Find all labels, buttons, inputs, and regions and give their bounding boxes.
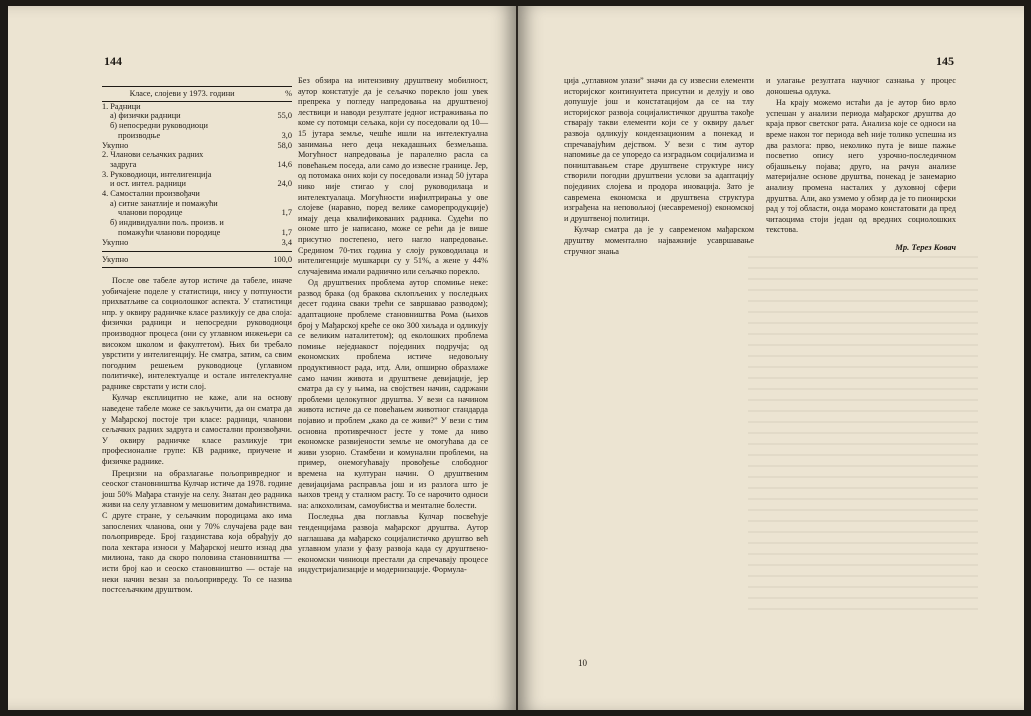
table-row: [102, 150, 292, 160]
author-signature: Мр. Терез Ковач: [895, 241, 956, 252]
left-column-1: [102, 86, 292, 596]
table-total-value: 100,0: [262, 252, 292, 268]
paragraph: После ове табеле аутор истиче да табеле, иначе уобичајене поделе у статистици, нису у потпуности прихватљиве са социолошког аспекта. У статистици нпр. у оквиру радничке класе разликују се два слоја: физички радници и непосредни руководиоци производног процеса (они су углавном инжењери са високом школом и факултетом). Њих би требало уврстити у интелигенцију. Не сматра, затим, са свим погодним решењем руководиоце (углавном политичке), интелектуалце и остале интелектуалне раднике сврстати у исти слој.: [102, 275, 292, 391]
table-unit: %: [262, 87, 292, 102]
table-row-label: б) непосредни руководиоци: [110, 121, 208, 131]
table-row: [102, 228, 292, 238]
table-row-label: чланови породице: [118, 208, 183, 218]
table-row: [102, 131, 292, 141]
table-row-label: а) ситне занатлије и помажући: [110, 198, 218, 208]
table-row-value: 1,7: [281, 227, 292, 237]
left-column-2-text: [298, 76, 488, 576]
table-row: [102, 160, 292, 170]
paragraph: Последња два поглавља Кулчар посвећује тенденцијама развоја мађарског друштва. Аутор наглашава да мађарско социјалистичко друштво већ углавном улази у фазу развоја када су друштвено-економски чиниоци престали да спречавају процесе индустријализације и модернизације. Формула-: [298, 512, 488, 575]
right-page: [518, 6, 1024, 710]
table-row-value: 1,7: [281, 208, 292, 218]
table-header-row: [102, 87, 292, 102]
table-row: [102, 111, 292, 121]
table-row: [102, 199, 292, 209]
table-row-value: [262, 218, 292, 228]
table-row-label: Укупно: [102, 140, 129, 150]
paragraph: Без обзира на интензивну друштвену мобилност, аутор констатује да је сељачко порекло још увек препрека у погледу напредовања на друштвеној лествици и наводи резултате једног истраживања по коме су потомци сељака, који су поседовали од 10—15 јутара земље, чешће ишли на интелектуална занимања него деца некадашњих безмељаша. Могућност напредовања је паралелно расла са повећањем поседа, али само до извесне границе. Јер, од потомака оних који су поседовали изнад 50 јутара нико није стигао у слој руководилаца и интелектуалаца. Могућности инфилтрирања у ове слојеве (наравно, поред велике саморепродукције) имају деца квалификованих радника. Судећи по ономе што је написано, може се рећи да је више присутно постепено, него нагло напредовање. Средином 70-тих година у слоју руководилаца и интелигенције мушкарци су у 51%, а жене у 44% случајевима имали раднично или сељачко порекло.: [298, 76, 488, 276]
table-row: [102, 179, 292, 189]
table-row: [102, 141, 292, 151]
table-row-label: а) физички радници: [110, 111, 181, 121]
table-row-label: 3. Руководиоци, интелигенција: [102, 169, 212, 179]
page-number: 144: [104, 54, 122, 68]
table-total-row: [102, 252, 292, 268]
table-row: [102, 218, 292, 228]
table-row-value: [262, 199, 292, 209]
table-row-label: помажући чланови породице: [118, 227, 221, 237]
table-total-label: Укупно: [102, 252, 262, 268]
table-row-value: [262, 170, 292, 180]
folio-number: 10: [578, 658, 587, 668]
right-column-2-text: [766, 76, 956, 236]
left-column-2: [298, 76, 488, 576]
table-row-value: [262, 150, 292, 160]
paragraph: Кулчар експлицитно не каже, али на основу наведене табеле може се закључити, да он сматра да у Мађарској постоје три класе: радници, чланови сељачких радних задруга и самостални произвођачи. У оквиру радничке класе разликује три професионалне групе: КВ раднике, приучене и физичке раднике.: [102, 393, 292, 467]
paragraph: Кулчар сматра да је у савременом мађарском друштву моментално најважније усавршавање стручног знања: [564, 225, 754, 256]
table-row-value: 58,0: [277, 140, 292, 150]
paragraph: Од друштвених проблема аутор спомиње неке: развод брака (од бракова склопљених у последњих десет година сваки трећи се завршавао разводом); адаптационе проблеме становништва Рома (њихов број у Мађарској креће се око 300 хиљада и одликују се великим наталитетом); од еколошких проблема помиње неједнакост појединих подручја; од економских проблема истиче недовољну продуктивност рада, итд. Али, опширно образлаже само начин живота и друштвене девијације, јер сматра да су у њима, на својствен начин, садржани проблеми целокупног друштва. У вези са начином живота истиче да се повећањем животног стандарда појавио и проблем „како да се живи?” У вези с тим основна противречност јесте у томе да ниво економске развијености земље не омогућава да се живи узорно. Стамбени и комунални проблеми, на пример, онемогућавају провођење слободног времена на културан начин. О друштвеним девијацијама расправља још и из разлога што је њихов тренд у сталном расту. То се нарочито односи на: алкохолизам, самоубиства и менталне болести.: [298, 278, 488, 510]
table-row-value: [262, 121, 292, 131]
page-number: 145: [936, 54, 954, 68]
table-row: [102, 170, 292, 180]
table-row: [102, 101, 292, 111]
table-row-label: Укупно: [102, 237, 129, 247]
paragraph: и улагање резултата научног сазнања у процес доношења одлука.: [766, 76, 956, 96]
show-through-print: [748, 256, 978, 616]
table-row-value: 14,6: [277, 159, 292, 169]
paragraph: На крају можемо истаћи да је аутор био врло успешан у анализи периода мађарског друштва до краја првог светског рата. Анализа које се односи на време након тог периода већ није толико успешна из два разлога: прво, неколико пута је више пажње посветио опису него узрочно-последичном објашњењу појава; друго, на рачун анализе материјалне основе друштва, понекад је занемарио анализу промена насталих у духовној сфери друштва. Али, ако узмемо у обзир да је то пионирски рад у тој области, онда морамо констатовати да пред читаоцима стоји један од вредних социолошких текстова.: [766, 98, 956, 235]
table-row-label: 2. Чланови сељачких радних: [102, 150, 204, 160]
paragraph: Прецизни на образлагање пољопривредног и сеоског становништва Кулчар истиче да 1978. године још 50% Мађара станује на селу. Знатан део радника живи на селу углавном у мешовитим домаћинствима. С друге стране, у сељачким породицама ако има запослених чланова, они у 70% случајева раде ван пољопривреде. Број газдинстава која обрађују до пола хектара износи у Мађарској нешто изнад два милиона, тако да скоро половина становништва — исти број као и сеоско становништво — остаје на неки начин везан за пољопривреду. То се назива постсељачким друштвом.: [102, 468, 292, 595]
table-row-label: 1. Радници: [102, 101, 141, 111]
right-column-2: [766, 76, 956, 253]
table-row-label: и ост. интел. радници: [110, 179, 186, 189]
table-row-value: 3,0: [281, 130, 292, 140]
table-row-value: 24,0: [277, 179, 292, 189]
table-row-label: 4. Самостални произвођачи: [102, 189, 200, 199]
table-row: [102, 189, 292, 199]
class-strata-table: [102, 86, 292, 268]
table-row-label: задруга: [110, 159, 137, 169]
table-row-label: б) индивидуални пољ. произв. и: [110, 218, 224, 228]
paragraph: ција „углавном улази” значи да су извесни елементи историјског континуитета присутни и делују и ово допушује још и констатацијом да се на тлу историјског развоја социјалистичког друштва такође стварају такви елементи који се у оквиру даљег развоја одликују кондензационим а понекад и спречавајућим дејством. У вези с тим аутор напомиње да се упоредо са изградњом социјализма и поништавањем старе друштвене структуре нису створили погодни друштвени услови за адаптацију појединих слојева и продора иновација. Зато је савремена економска и друштвена структура изграђена на неповољној (несавременој) економској и друштвеној политици.: [564, 76, 754, 223]
table-row: [102, 238, 292, 248]
table-row-label: производње: [118, 130, 161, 140]
table-row: [102, 121, 292, 131]
left-column-1-text: [102, 276, 292, 596]
right-column-1-text: [564, 76, 754, 257]
table-row-value: 3,4: [281, 237, 292, 247]
table-row-value: 55,0: [277, 111, 292, 121]
table-row-value: [262, 189, 292, 199]
table-row: [102, 208, 292, 218]
left-page: [8, 6, 516, 710]
table-row-value: [262, 101, 292, 111]
table-title: Класе, слојеви у 1973. години: [102, 87, 262, 102]
right-column-1: [564, 76, 754, 257]
